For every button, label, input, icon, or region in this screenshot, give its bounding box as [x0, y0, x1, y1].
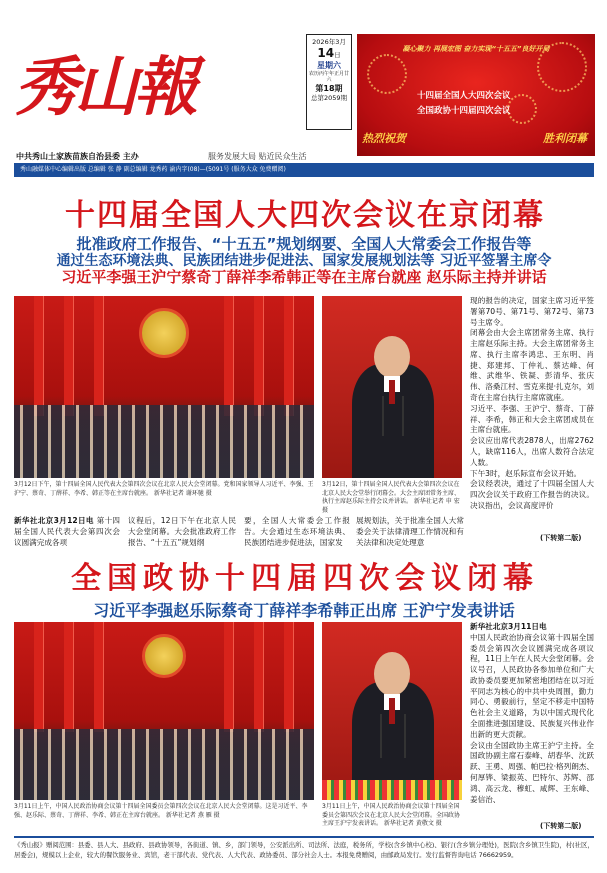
total-issue: 总第2059期 — [310, 93, 348, 102]
firework-decoration — [507, 94, 537, 124]
npc-body-text-1: 第十四届全国人民代表大会第四次会议圆满完成各项 — [14, 516, 121, 547]
npc-body-col-4: 展规划法，关于批准全国人大常委会关于法律清理工作情况和有关法律和决定处理意 — [356, 516, 464, 547]
photo-npc-speaker — [322, 296, 462, 478]
banner-tagline: 凝心聚力 再展宏图 奋力实现“十五五”良好开局 — [402, 45, 550, 53]
firework-decoration — [367, 54, 407, 94]
cppcc-emblem-icon — [142, 634, 186, 678]
banner-line-npc: 十四届全国人大四次会议 — [417, 91, 511, 101]
deck-npc-1: 批准政府工作报告、“十五五”规划纲要、全国人大常委会工作报告等 — [76, 235, 532, 253]
issue-number: 第18期 — [315, 83, 343, 93]
npc-body-col-2: 议程后，12日下午在北京人民大会堂闭幕。大会批准政府工作报告、“十五五”规划纲 — [128, 516, 236, 547]
photo-cppcc-speaker — [322, 622, 462, 800]
deck-npc-2: 通过生态环境法典、民族团结进步促进法、国家发展规划法等 习近平签署主席令 — [56, 253, 552, 269]
celebration-banner — [357, 34, 595, 156]
cppcc-dateline: 新华社北京3月11日电 — [470, 622, 547, 631]
banner-cheer: 热烈祝贺 — [362, 132, 406, 145]
cppcc-continued: (下转第二版) — [540, 822, 582, 830]
deck-npc-3: 习近平李强王沪宁蔡奇丁薛祥李希韩正等在主席台就座 赵乐际主持并讲话 — [61, 268, 547, 286]
npc-dateline: 新华社北京3月12日电 — [14, 516, 94, 525]
publisher-line: 中共秀山土家族苗族自治县委 主办 — [16, 152, 139, 161]
caption-npc-hall: 3月12日下午，第十四届全国人民代表大会第四次会议在北京人民大会堂闭幕。党和国家领导人习近平、李强、王沪宁、蔡奇、丁薛祥、李希、韩正等在主席台就座。 新华社记者 谢环驰 摄 — [14, 481, 314, 497]
cppcc-body-text: 中国人民政治协商会议第十四届全国委员会第四次会议圆满完成各项议程，11日上午在人民大会堂闭幕。会议号召，人民政协各参加单位和广大政协委员要更加紧密地团结在以习近平同志为核心的中共中央周围，勤力同心、勇毅前行，坚定不移走中国特色社会主义道路，为以中国式现代化全面推进强国建设、民族复兴伟业作出新的更大贡献。 会议由全国政协主席王沪宁主持。全国政协副主席石泰峰、胡春华、沈跃跃、王勇、周强、帕巴拉·格列朗杰、何厚铧、梁振英、巴特尔、苏辉、邵鸿、高云龙、穆虹、咸辉、王东峰、姜信治、 — [470, 632, 594, 804]
photo-cppcc-hall — [14, 622, 314, 800]
caption-npc-speaker: 3月12日，第十四届全国人民代表大会第四次会议在北京人民大会堂举行闭幕会。大会主席团常务主席、执行主席赵乐际主持会议并讲话。 新华社记者 申 宏 摄 — [322, 481, 461, 515]
masthead-logo: 秀山報 — [14, 50, 194, 125]
deck-cppcc: 习近平李强赵乐际蔡奇丁薛祥李希韩正出席 王沪宁发表讲话 — [93, 601, 515, 620]
npc-body-col-1 — [14, 516, 120, 548]
editorial-bar: 秀山融媒体中心编辑出版 总编辑 张 静 副总编辑 龙秀药 渝内字(08)—(5091号 (服务大众 免费赠阅) — [14, 163, 594, 177]
headline-cppcc: 全国政协十四届四次会议闭幕 — [71, 561, 539, 596]
banner-line-cppcc: 全国政协十四届四次会议 — [417, 106, 511, 116]
headline-npc: 十四届全国人大四次会议在京闭幕 — [65, 198, 545, 233]
caption-cppcc-hall: 3月11日上午，中国人民政治协商会议第十四届全国委员会第四次会议在北京人民大会堂闭幕。这是习近平、李强、赵乐际、蔡奇、丁薛祥、李希、韩正在主席台就座。 新华社记者 燕 雁 摄 — [14, 803, 308, 819]
photo-npc-hall — [14, 296, 314, 478]
day: 14 — [317, 46, 335, 61]
slogan: 服务发展大局 贴近民众生活 — [208, 152, 307, 161]
banner-close: 胜利闭幕 — [543, 132, 587, 145]
cppcc-right-column — [470, 622, 594, 805]
npc-continued: (下转第二版) — [540, 534, 582, 542]
caption-cppcc-speaker: 3月11日上午，中国人民政治协商会议第十四届全国委员会第四次会议在北京人民大会堂闭幕。全国政协主席王沪宁发表讲话。 新华社记者 黄敬文 摄 — [322, 803, 461, 828]
day-suffix: 日 — [334, 51, 341, 60]
npc-body-col-3: 要，全国人大常委会工作报告。大会通过生态环境法典、民族团结进步促进法，国家发 — [244, 516, 350, 547]
date-box — [306, 34, 352, 130]
lunar-date: 农历丙午年正月廿六 — [308, 71, 349, 84]
distribution-footer: 《秀山报》赠阅范围：县委、县人大、县政府、县政协领导，各街道、镇、乡，部门领导，公安派出所、司法所、法庭，税务所，学校(含乡镇中心校)、银行(含乡镇分理处)，医院(含乡镇卫生院)，村(社区，居委会)，规模以上企业，较大的餐饮服务业、宾馆，老干部代表、党代表、人大代表、政协委员、部分社会人士。本报免费赠阅，由邮政局发行。发行监督咨询电话 76662959。 — [14, 836, 594, 866]
weekday: 星期六 — [317, 61, 341, 71]
year-month: 2026年3月 — [312, 38, 346, 46]
flower-decoration — [322, 780, 462, 800]
npc-right-column: 现的报告的决定，国家主席习近平签署第70号、第71号、第72号、第73号主席令。 闭幕会由大会主席团常务主席、执行主席赵乐际主持。大会主席团常务主席、执行主席李鸿忠、王东明、肖捷、郑建邦、丁仲礼、蔡达峰、何维、武维华、铁凝、彭清华、张庆伟、洛桑江村、雪克来提·扎克尔，刘奇在主席台执行主席席就座。 习近平、李强、王沪宁、蔡奇、丁薛祥、李希，韩正和大会主席团成员在主席台就座。 会议应出席代表2878人，出席2762人，缺席116人，出席人数符合法定人数。 下午3时，赵乐际宣布会议开始。 会议经表决，通过了十四届全国人大四次会议关于政府工作报告的决议。决议指出，会议高度评价 — [470, 296, 594, 510]
national-emblem-icon — [139, 308, 189, 358]
